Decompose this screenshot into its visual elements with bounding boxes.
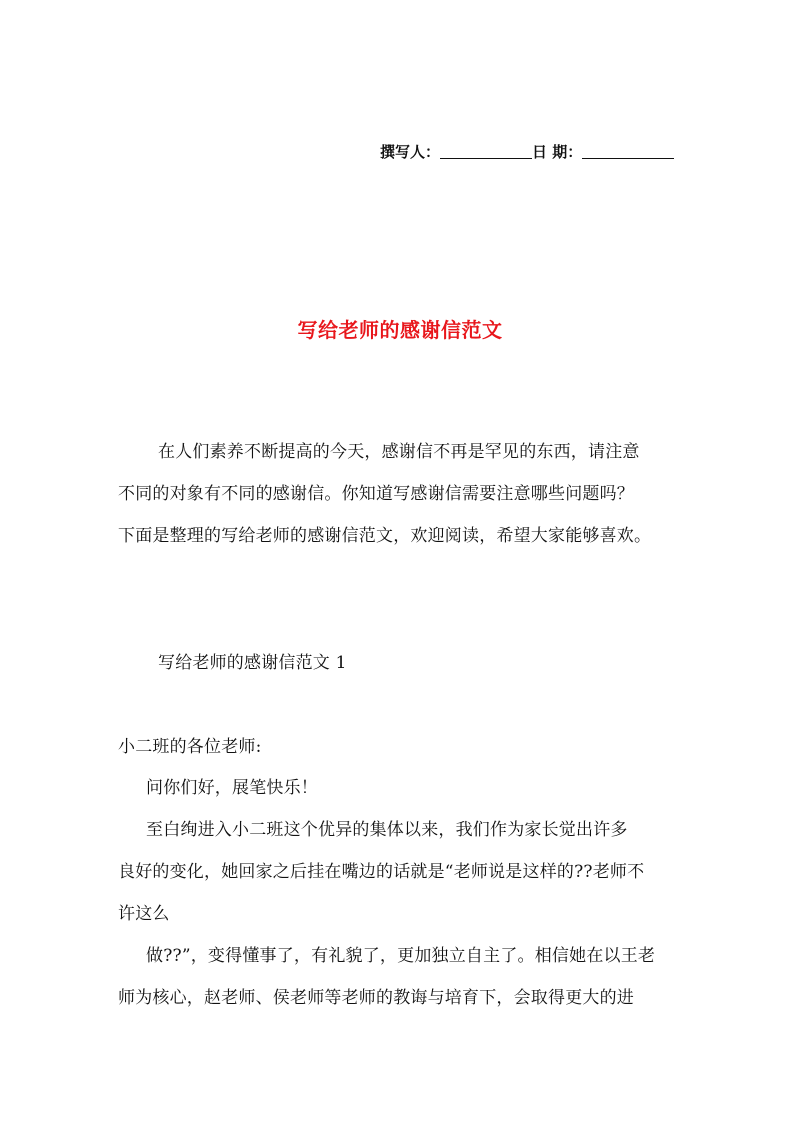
greeting: 问你们好，展笔快乐！	[146, 778, 318, 798]
document-title: 写给老师的感谢信范文	[297, 318, 503, 342]
author-date-line	[380, 140, 690, 164]
body-line-4: 做??”，变得懂事了，有礼貌了，更加独立自主了。相信她在以王老	[146, 946, 656, 966]
body-line-1: 至白绚进入小二班这个优异的集体以来，我们作为家长觉出许多	[146, 820, 628, 840]
body-line-3: 许这么	[118, 904, 170, 924]
body-line-5: 师为核心，赵老师、侯老师等老师的教诲与培育下，会取得更大的进	[118, 988, 634, 1008]
section-heading: 写给老师的感谢信范文 1	[158, 653, 347, 673]
date-label: 日 期：	[532, 143, 583, 161]
salutation: 小二班的各位老师:	[118, 737, 262, 757]
intro-line-1: 在人们素养不断提高的今天，感谢信不再是罕见的东西，请注意	[158, 442, 640, 462]
author-label: 撰写人：	[380, 143, 441, 161]
intro-line-3: 下面是整理的写给老师的感谢信范文，欢迎阅读，希望大家能够喜欢。	[118, 526, 652, 546]
body-line-2: 良好的变化，她回家之后挂在嘴边的话就是“老师说是这样的??老师不	[118, 862, 645, 882]
date-blank	[582, 142, 674, 159]
intro-line-2: 不同的对象有不同的感谢信。你知道写感谢信需要注意哪些问题吗？	[118, 484, 634, 504]
author-blank	[440, 142, 532, 159]
